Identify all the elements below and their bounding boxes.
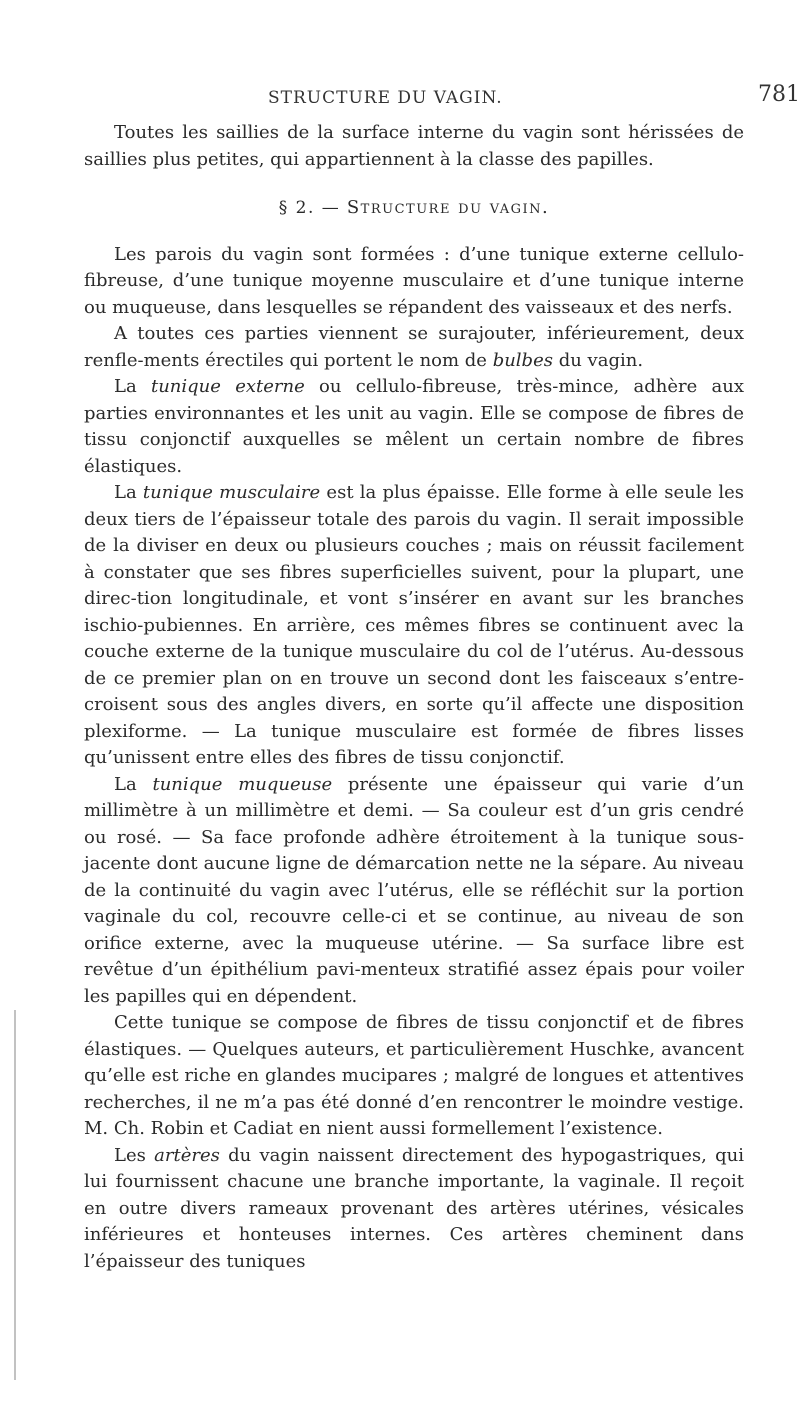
section-heading [84,195,744,222]
text-run: La [114,482,143,503]
paragraph-papilles: Toutes les saillies de la surface interne du vagin sont hérissées de saillies plus petites, qui appartiennent à la classe des papilles. [84,122,744,170]
term-tunique-musculaire: tunique musculaire [142,482,321,503]
paragraph-tunique-musculaire [84,480,744,772]
page-edge-shadow [14,1010,16,1380]
text-run: ou cellulo-fibreuse, très-mince, adhère aux parties environnantes et les unit au vagin. Elle se compose de fibres de tissu conjonctif auxquelles se mêlent un certain nombre de fibres élastiques. [84,376,744,477]
text-run: est la plus épaisse. Elle forme à elle seule les deux tiers de l’épaisseur totale des parois du vagin. Il serait impossible de la diviser en deux ou plusieurs couches ; mais on réussit facilement à constater que ses fibres superficielles suivent, pour la plupart, une direc-tion longitudinale, et vont s’insérer en avant sur les branches ischio-pubiennes. En arrière, ces mêmes fibres se continuent avec la couche externe de la tunique musculaire du col de l’utérus. Au-dessous de ce premier plan on en trouve un second dont les faisceaux s’entre-croisent sous des angles divers, en sorte qu’il affecte une disposition plexiforme. — La tunique musculaire est formée de fibres lisses qu’unissent entre elles des fibres de tissu conjonctif. [84,482,744,768]
text-run: Les [114,1144,155,1166]
text-run: du vagin naissent directement des hypogastriques, qui lui fournissent chacune une branche importante, la vaginale. Il reçoit en outre divers rameaux provenant des artères utérines, vésicales inférieures et honteuses internes. Ces artères cheminent dans l’épaisseur des tuniques [84,1144,744,1272]
running-title: STRUCTURE DU VAGIN. [268,88,503,108]
term-tunique-muqueuse: tunique muqueuse [152,773,333,795]
paragraph-arteres [84,1143,744,1276]
section-title: Structure du vagin. [346,197,550,218]
paragraph-tunique-muqueuse [84,772,744,1011]
text-run: La [114,376,151,397]
page-number: 781 [758,82,800,107]
term-tunique-externe: tunique externe [150,376,305,397]
paragraph-bulbes [84,321,744,374]
text-run: A toutes ces parties viennent se surajouter, inférieurement, deux renfle-ments érectiles qui portent le nom de [84,323,744,371]
term-arteres: artères [154,1144,220,1166]
text-run: La [114,773,153,795]
section-sign: § 2. — [278,198,341,218]
running-head [0,82,800,116]
paragraph-glandes: Cette tunique se compose de fibres de tissu conjonctif et de fibres élastiques. — Quelques auteurs, et particulièrement Huschke, avancent qu’elle est riche en glandes mucipares ; malgré de longues et attentives recherches, il ne m’a pas été donné d’en rencontrer le moindre vestige. M. Ch. Robin et Cadiat en nient aussi formellement l’existence. [84,1012,744,1139]
paragraph-parois: Les parois du vagin sont formées : d’une tunique externe cellulo-fibreuse, d’une tunique moyenne musculaire et d’une tunique interne ou muqueuse, dans lesquelles se répandent des vaisseaux et des nerfs. [84,243,744,318]
text-run: du vagin. [552,349,644,371]
paragraph-tunique-externe [84,374,744,480]
text-run: présente une épaisseur qui varie d’un millimètre à un millimètre et demi. — Sa couleur est d’un gris cendré ou rosé. — Sa face profonde adhère étroitement à la tunique sous-jacente dont aucune ligne de démarcation nette ne la sépare. Au niveau de la continuité du vagin avec l’utérus, elle se réfléchit sur la portion vaginale du col, recouvre celle-ci et se continue, au niveau de son orifice externe, avec la muqueuse utérine. — Sa surface libre est revêtue d’un épithélium pavi-menteux stratifié assez épais pour voiler les papilles qui en dépendent. [84,773,744,1007]
body-text [84,120,744,1275]
term-bulbes: bulbes [492,349,553,371]
